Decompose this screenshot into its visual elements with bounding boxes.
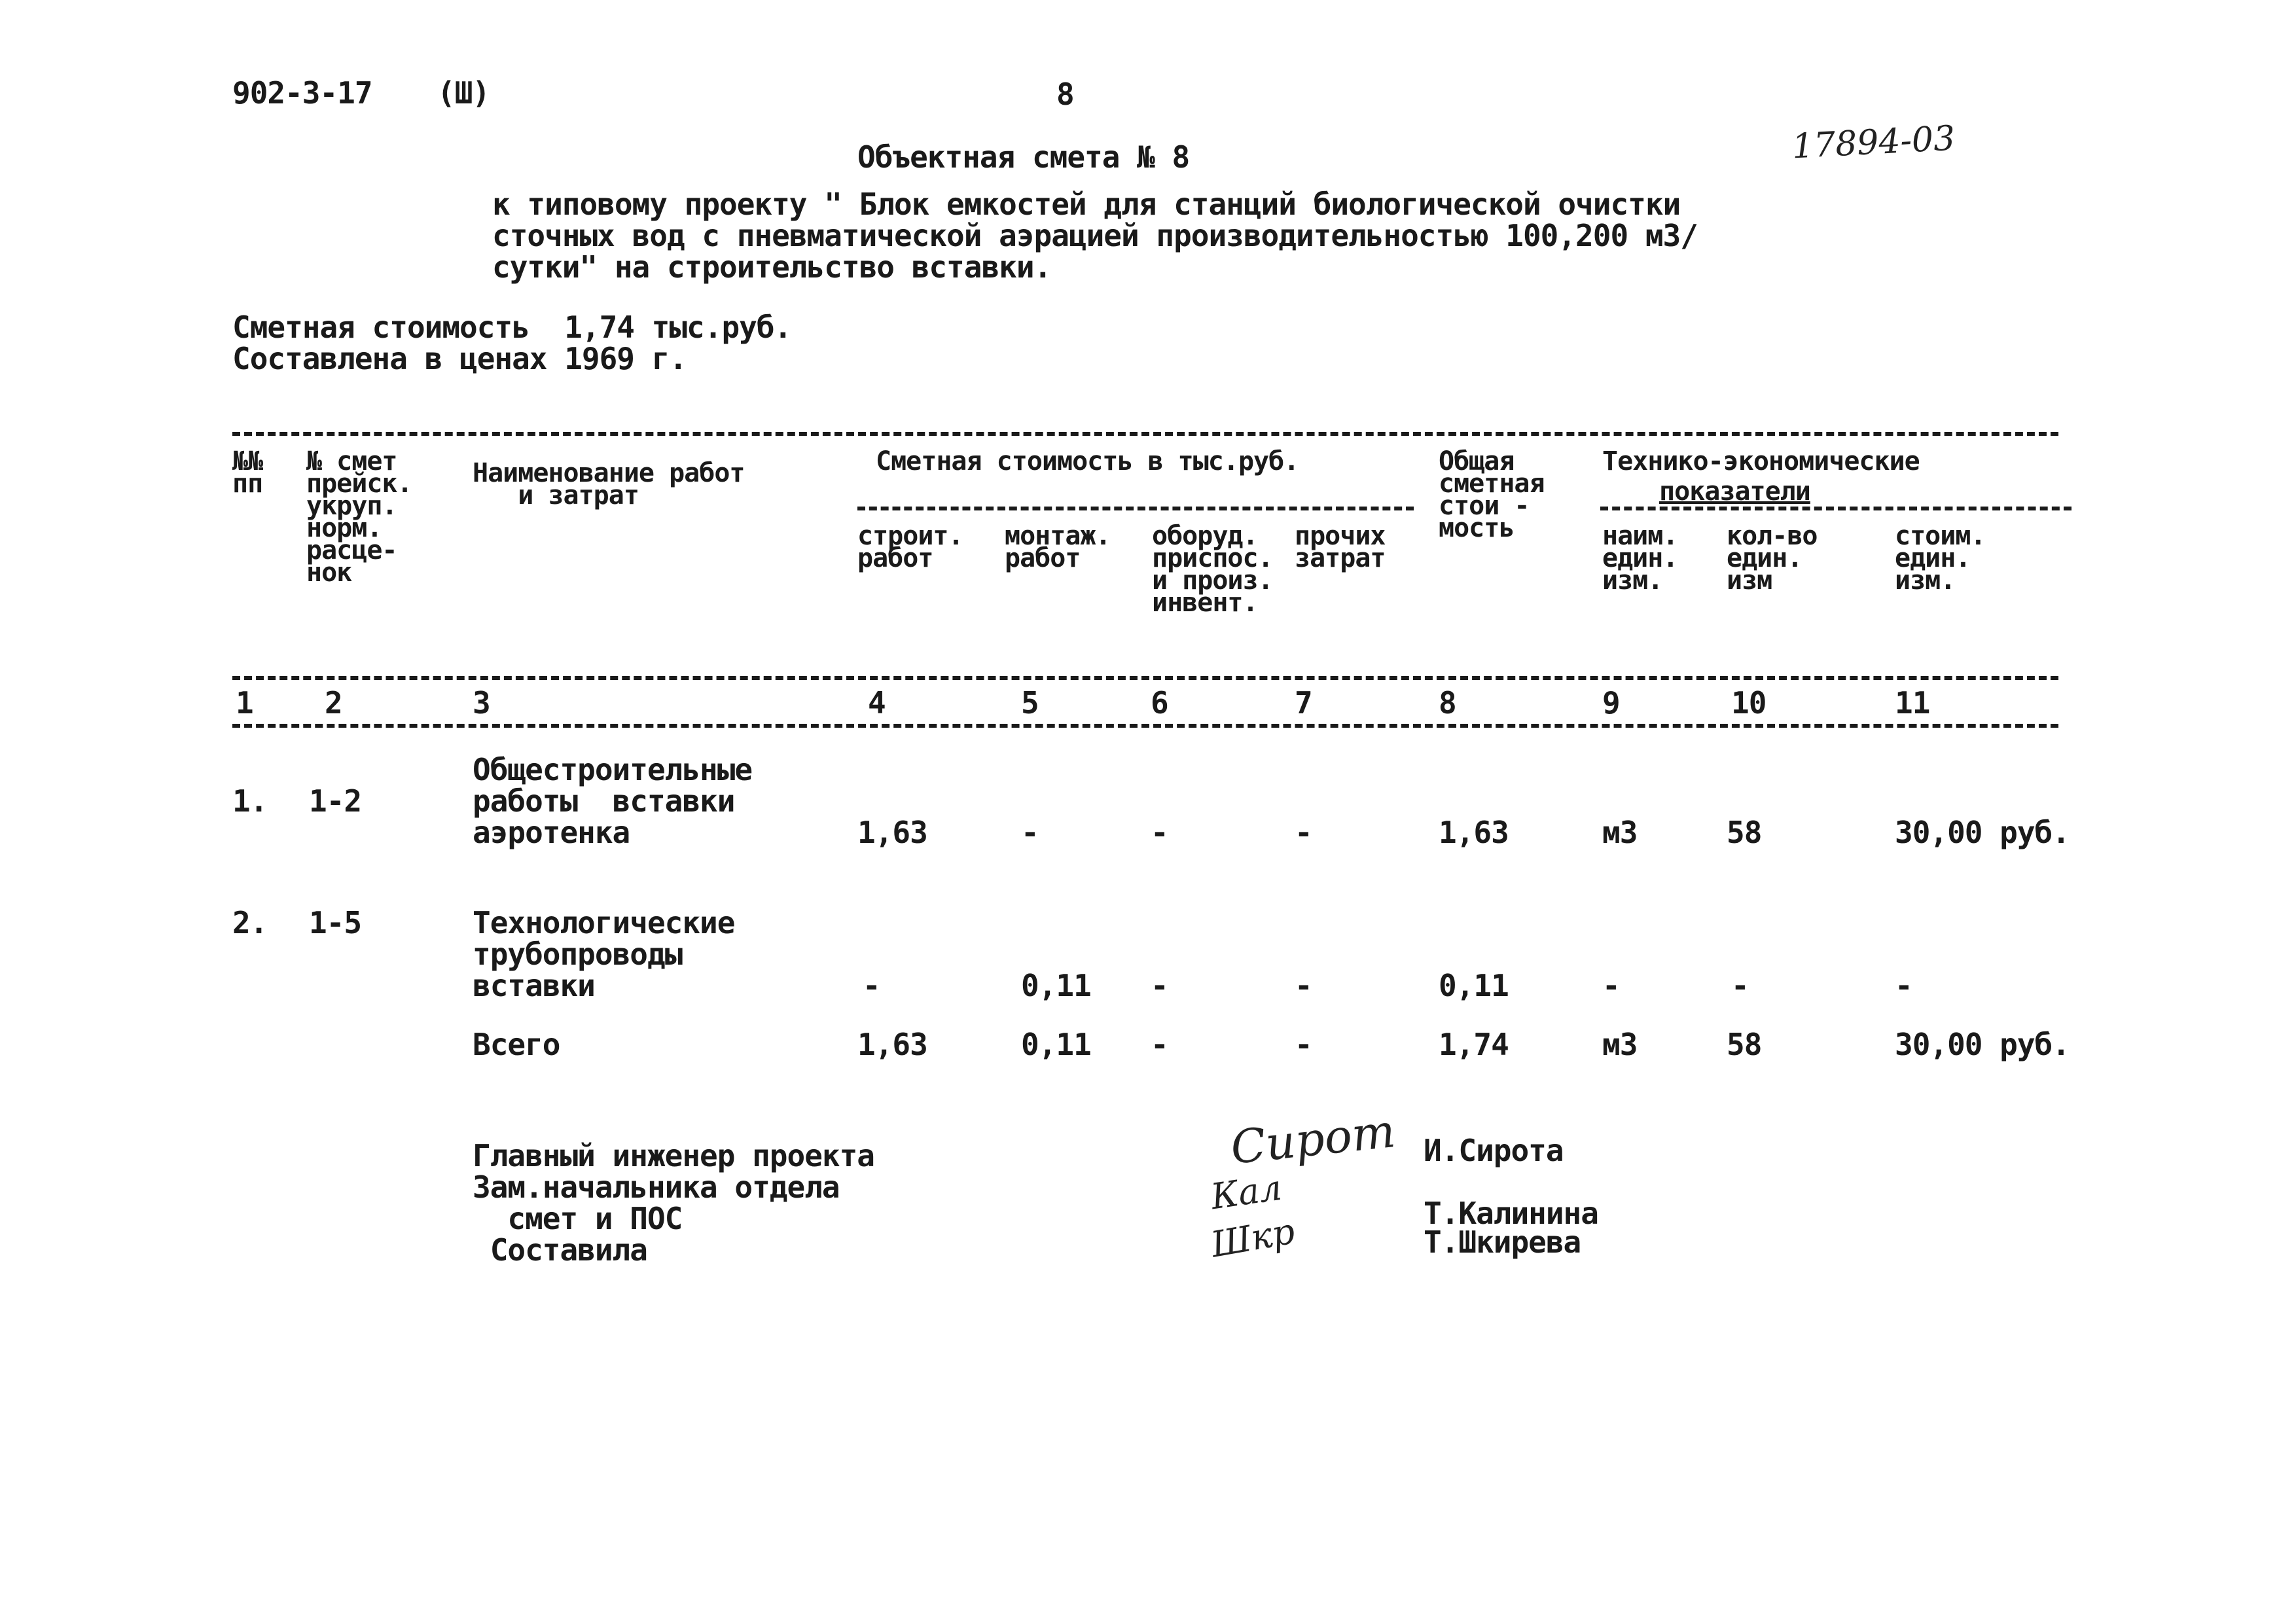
- row-total-cost: 1,63: [1439, 815, 1509, 850]
- header-tech-group: Технико-экономические: [1602, 446, 1920, 476]
- row-estimate-ref: 1-5: [309, 905, 362, 940]
- subtitle-line-1: к типовому проекту " Блок емкостей для станций биологической очистки: [492, 187, 1681, 222]
- total-equipment-cost: -: [1151, 1027, 1168, 1062]
- cost-line: Сметная стоимость 1,74 тыс.руб.: [232, 310, 792, 345]
- handwritten-signature: Кал: [1208, 1166, 1285, 1218]
- row-estimate-ref: 1-2: [309, 783, 362, 819]
- row-number: 2.: [232, 905, 268, 940]
- row-work-name: Технологические трубопроводы вставки: [473, 905, 735, 1003]
- row-work-name: Общестроительные работы вставки аэротенка: [473, 752, 753, 850]
- row-number: 1.: [232, 783, 268, 819]
- row-construction-cost: -: [863, 968, 880, 1003]
- table-top-rule: [232, 432, 2058, 436]
- cost-group-rule: [857, 507, 1414, 510]
- header-unit-name: наим. един. изм.: [1602, 521, 1678, 596]
- subtitle-line-2: сточных вод с пневматической аэрацией производительностью 100,200 м3/: [492, 218, 1698, 253]
- signature-name-author: Т.Шкирева: [1424, 1224, 1581, 1260]
- header-unit-quantity: кол-во един. изм: [1727, 521, 1818, 596]
- handwritten-number: 17894-03: [1791, 118, 1956, 167]
- total-construction-cost: 1,63: [857, 1027, 927, 1062]
- row-installation-cost: -: [1021, 815, 1039, 850]
- total-cost: 1,74: [1439, 1027, 1509, 1062]
- header-construction: строит. работ: [857, 521, 963, 573]
- total-unit-name: м3: [1602, 1027, 1638, 1062]
- header-estimate-ref: № смет прейск. укруп. норм. расце- нок: [306, 446, 412, 588]
- row-equipment-cost: -: [1151, 968, 1168, 1003]
- column-number: 11: [1895, 685, 1930, 721]
- total-unit-cost: 30,00 руб.: [1895, 1027, 2070, 1062]
- doc-code-suffix: (Ш): [437, 75, 490, 111]
- row-total-cost: 0,11: [1439, 968, 1509, 1003]
- page-number: 8: [1056, 77, 1074, 112]
- column-number: 4: [868, 685, 886, 721]
- row-construction-cost: 1,63: [857, 815, 927, 850]
- header-unit-cost: стоим. един. изм.: [1895, 521, 1986, 596]
- total-installation-cost: 0,11: [1021, 1027, 1091, 1062]
- row-unit-cost: -: [1895, 968, 1912, 1003]
- row-unit-name: м3: [1602, 815, 1638, 850]
- row-equipment-cost: -: [1151, 815, 1168, 850]
- column-number: 8: [1439, 685, 1456, 721]
- column-numbers-rule: [232, 724, 2058, 728]
- total-unit-quantity: 58: [1727, 1027, 1762, 1062]
- column-number: 9: [1602, 685, 1620, 721]
- handwritten-signature: Сирот: [1228, 1104, 1398, 1175]
- subtitle-line-3: сутки" на строительство вставки.: [492, 249, 1052, 285]
- tech-group-rule: [1600, 507, 2072, 510]
- row-other-cost: -: [1295, 815, 1312, 850]
- prices-line: Составлена в ценах 1969 г.: [232, 341, 687, 376]
- header-cost-group: Сметная стоимость в тыс.руб.: [876, 446, 1299, 476]
- row-installation-cost: 0,11: [1021, 968, 1091, 1003]
- column-number: 10: [1731, 685, 1767, 721]
- row-other-cost: -: [1295, 968, 1312, 1003]
- column-number: 1: [236, 685, 253, 721]
- row-unit-quantity: 58: [1727, 815, 1762, 850]
- header-bottom-rule: [232, 676, 2058, 680]
- header-installation: монтаж. работ: [1005, 521, 1111, 573]
- column-number: 2: [325, 685, 342, 721]
- column-number: 7: [1295, 685, 1312, 721]
- total-other-cost: -: [1295, 1027, 1312, 1062]
- column-number: 3: [473, 685, 490, 721]
- row-unit-name: -: [1602, 968, 1620, 1003]
- header-other-costs: прочих затрат: [1295, 521, 1386, 573]
- header-equipment: оборуд. приспос. и произ. инвент.: [1152, 521, 1273, 618]
- signature-roles: Главный инженер проекта Зам.начальника отдела смет и ПОС Составила: [473, 1138, 874, 1268]
- header-tech-subgroup: показатели: [1659, 476, 1810, 507]
- row-unit-cost: 30,00 руб.: [1895, 815, 2070, 850]
- document-title: Объектная смета № 8: [857, 139, 1190, 175]
- header-work-name: Наименование работ и затрат: [473, 458, 745, 510]
- header-total-cost: Общая сметная стои - мость: [1439, 446, 1545, 543]
- column-number: 6: [1151, 685, 1168, 721]
- header-row-number: №№ пп: [232, 446, 263, 499]
- total-label: Всего: [473, 1027, 560, 1062]
- signature-name-deputy: Т.Калинина: [1424, 1196, 1598, 1231]
- doc-code: 902-3-17: [232, 75, 372, 111]
- signature-name-chief: И.Сирота: [1424, 1133, 1564, 1168]
- column-number: 5: [1021, 685, 1039, 721]
- row-unit-quantity: -: [1731, 968, 1749, 1003]
- handwritten-signature: Шкр: [1208, 1210, 1298, 1266]
